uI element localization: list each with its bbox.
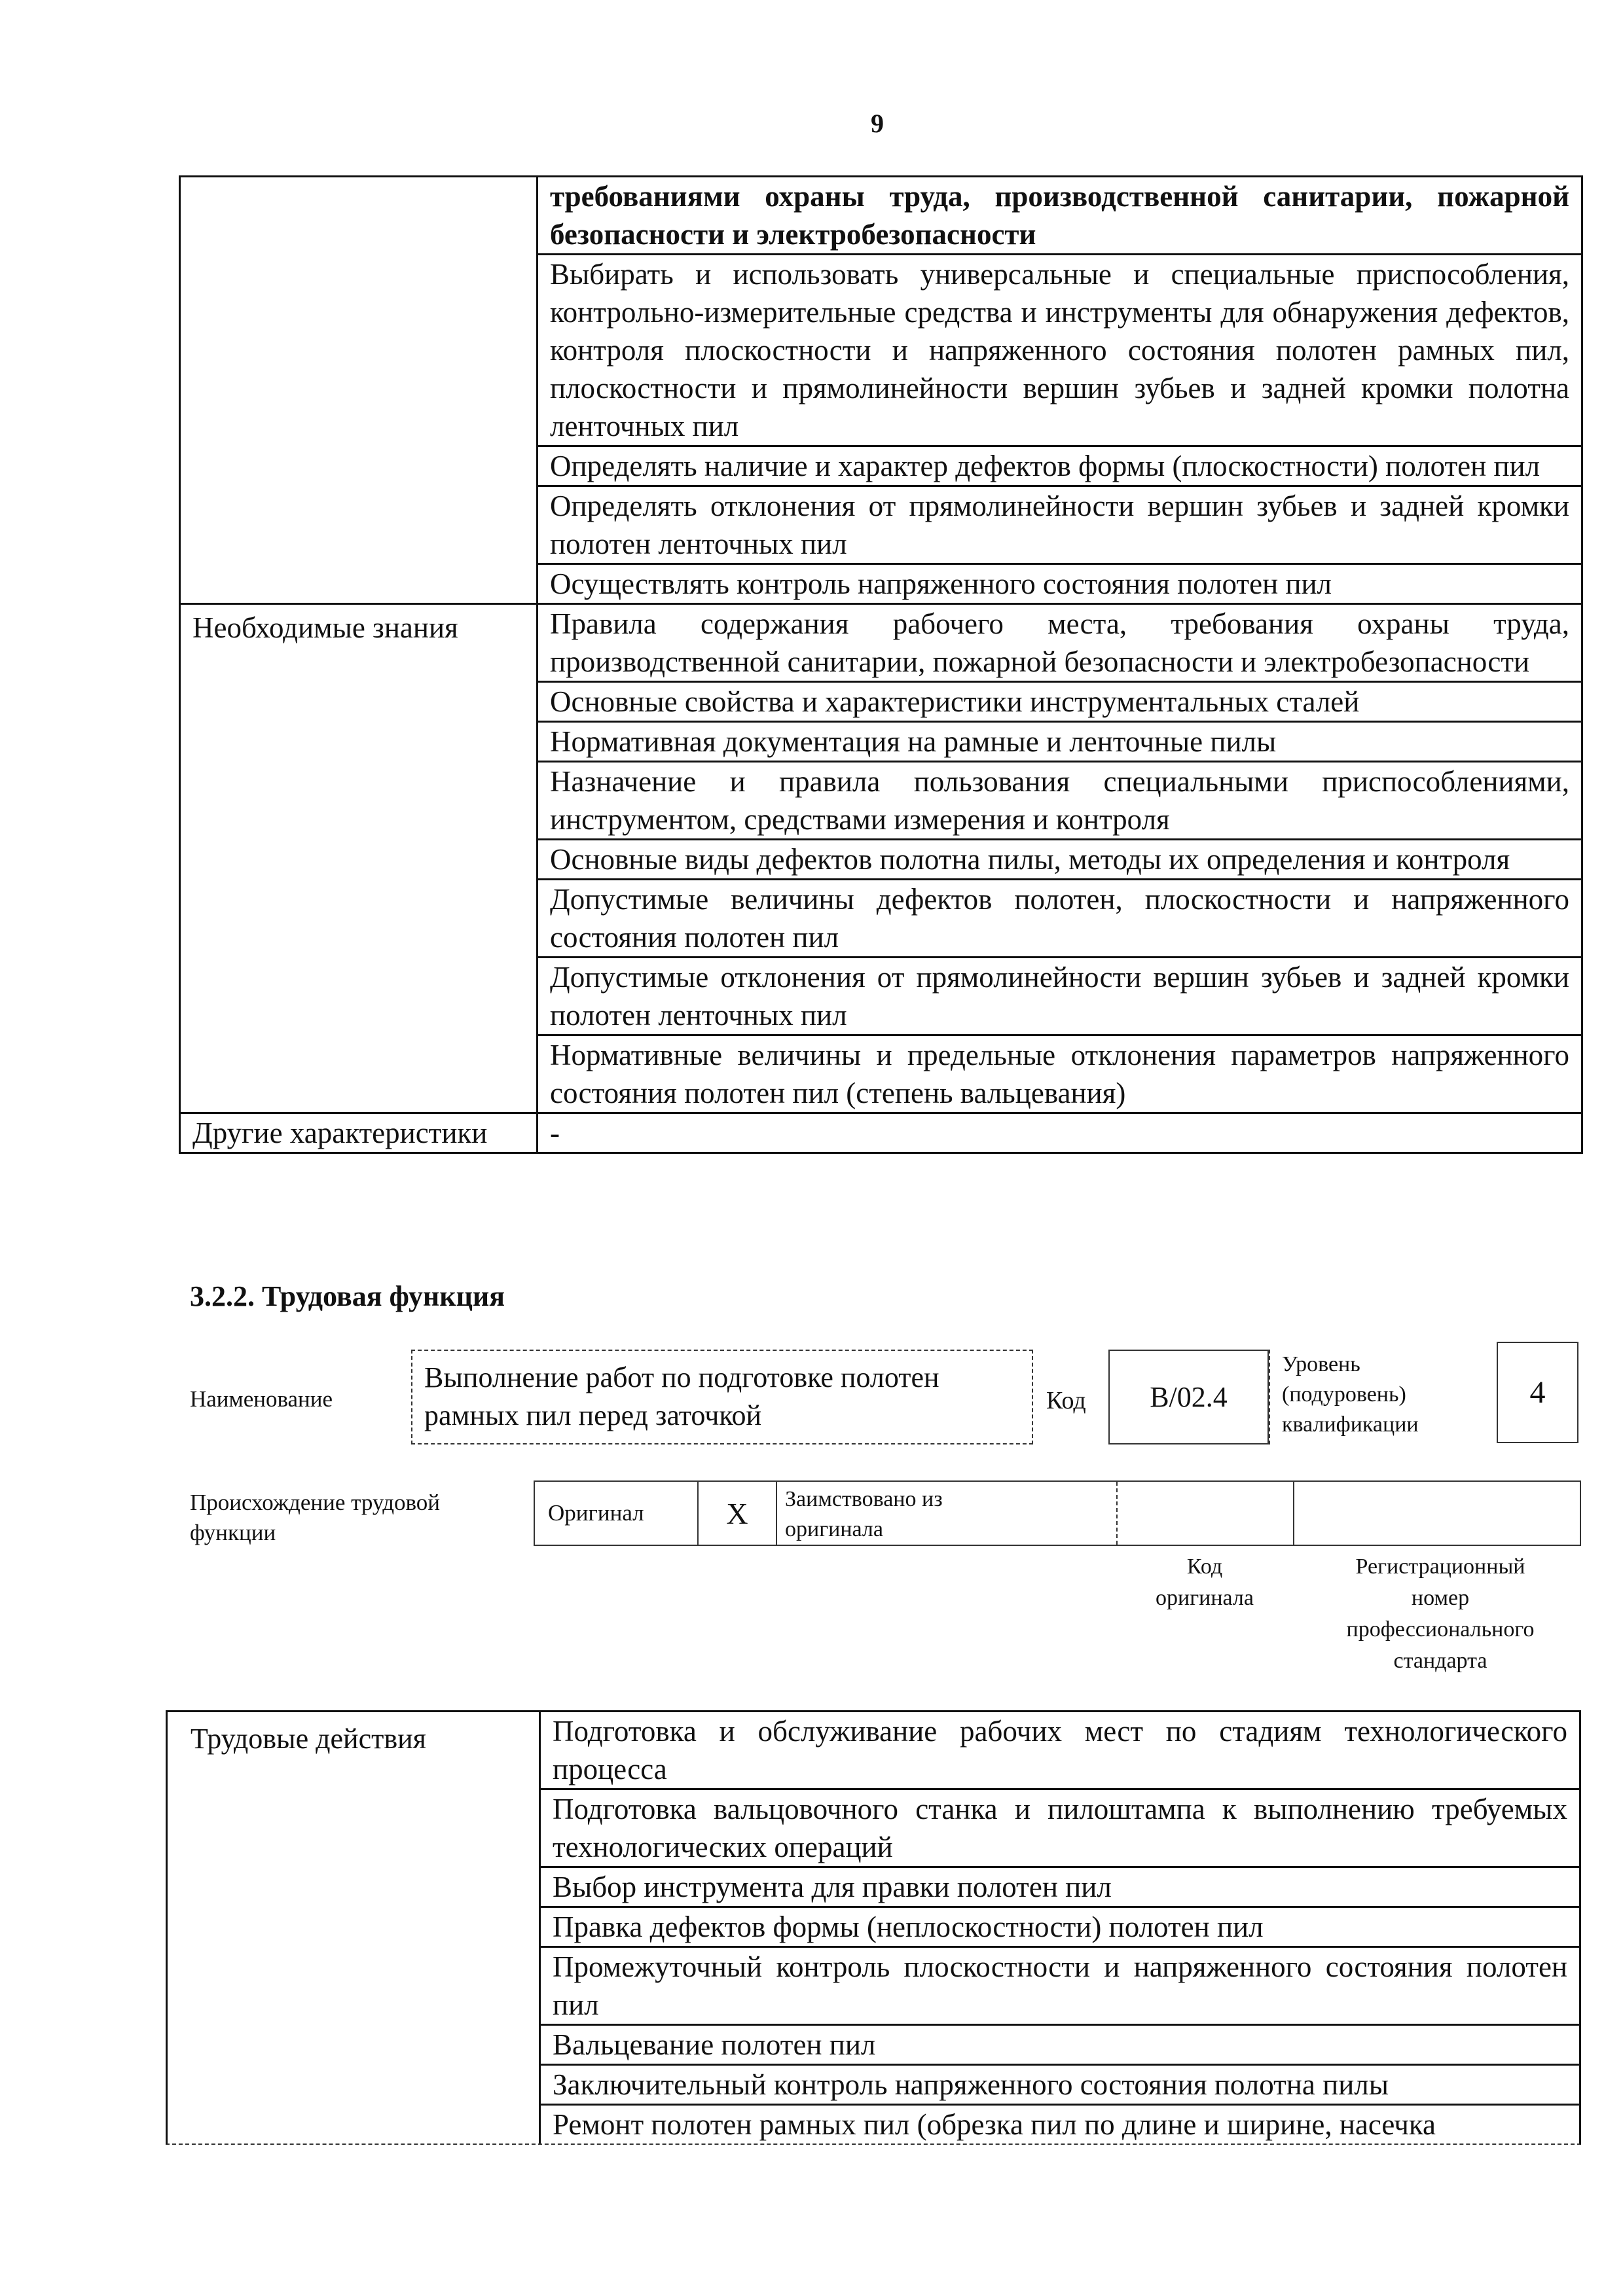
original-label: Оригинал [535, 1482, 699, 1545]
registration-number-cell [1294, 1482, 1580, 1545]
code-value-box: B/02.4 [1108, 1350, 1269, 1444]
knowledge-cell: Нормативные величины и предельные отклонения параметров напряженного состояния полотен пил (степень вальцевания) [538, 1034, 1581, 1112]
skill-cell: Определять отклонения от прямолинейности вершин зубьев и задней кромки полотен ленточных пил [538, 485, 1581, 563]
knowledge-label: Необходимые знания [181, 605, 538, 1112]
knowledge-cell: Назначение и правила пользования специальными приспособлениями, инструментом, средствами измерения и контроля [538, 761, 1581, 838]
knowledge-cell: Основные виды дефектов полотна пилы, методы их определения и контроля [538, 838, 1581, 878]
other-value: - [550, 1117, 560, 1149]
page-number: 9 [871, 109, 884, 138]
labor-action-cell: Промежуточный контроль плоскостности и напряженного состояния полотен пил [541, 1946, 1579, 2024]
labor-action-cell: Заключительный контроль напряженного состояния полотна пилы [541, 2064, 1579, 2104]
other-label: Другие характеристики [181, 1114, 538, 1152]
original-code-caption: Код оригинала [1156, 1554, 1254, 1610]
skills-label-cell [181, 177, 538, 603]
knowledge-row [181, 603, 1581, 1112]
original-code-cell [1118, 1482, 1294, 1545]
labor-actions-table [166, 1710, 1581, 2145]
skills-row [181, 177, 1581, 603]
skills-knowledge-table [179, 175, 1583, 1154]
code-label: Код [1046, 1387, 1086, 1414]
knowledge-cell: Основные свойства и характеристики инструментальных сталей [538, 681, 1581, 721]
section-heading: 3.2.2. Трудовая функция [190, 1280, 505, 1312]
skill-cell: требованиями охраны труда, производственной санитарии, пожарной безопасности и электробезопасности [550, 180, 1569, 251]
labor-action-cell: Выбор инструмента для правки полотен пил [541, 1866, 1579, 1906]
labor-action-cell: Подготовка вальцовочного станка и пилоштампа к выполнению требуемых технологических операций [541, 1788, 1579, 1866]
origin-label: Происхождение трудовой функции [190, 1490, 441, 1545]
borrowed-label: Заимствовано из оригинала [777, 1482, 1118, 1545]
origin-table [534, 1480, 1581, 1546]
knowledge-cell: Нормативная документация на рамные и ленточные пилы [538, 721, 1581, 761]
original-mark: X [699, 1482, 777, 1545]
skill-cell: Осуществлять контроль напряженного состояния полотен пил [538, 563, 1581, 603]
labor-action-cell: Подготовка и обслуживание рабочих мест по стадиям технологического процесса [553, 1715, 1567, 1785]
function-name-box: Выполнение работ по подготовке полотен рамных пил перед заточкой [411, 1350, 1033, 1444]
labor-action-cell: Правка дефектов формы (неплоскостности) полотен пил [541, 1906, 1579, 1946]
qualification-level-label: Уровень (подуровень) квалификации [1269, 1350, 1464, 1444]
other-row [181, 1112, 1581, 1152]
knowledge-cell: Правила содержания рабочего места, требования охраны труда, производственной санитарии, пожарной безопасности и электробезопасности [550, 607, 1569, 678]
knowledge-cell: Допустимые отклонения от прямолинейности вершин зубьев и задней кромки полотен ленточных пил [538, 956, 1581, 1034]
knowledge-cell: Допустимые величины дефектов полотен, плоскостности и напряженного состояния полотен пил [538, 878, 1581, 956]
registration-number-caption: Регистрационный номер профессионального стандарта [1346, 1554, 1535, 1673]
skill-cell: Определять наличие и характер дефектов формы (плоскостности) полотен пил [538, 445, 1581, 485]
labor-action-cell: Ремонт полотен рамных пил (обрезка пил по длине и ширине, насечка [541, 2104, 1579, 2144]
labor-action-cell: Вальцевание полотен пил [541, 2024, 1579, 2064]
naming-label: Наименование [190, 1386, 333, 1412]
skill-cell: Выбирать и использовать универсальные и специальные приспособления, контрольно-измерительные средства и инструменты для обнаружения дефектов, контроля плоскостности и напряженного состояния полотен рамных пил, плоскостности и прямолинейности вершин зубьев и задней кромки полотна ленточных пил [538, 253, 1581, 445]
labor-actions-label: Трудовые действия [168, 1712, 541, 2144]
qualification-level-value: 4 [1497, 1342, 1578, 1443]
